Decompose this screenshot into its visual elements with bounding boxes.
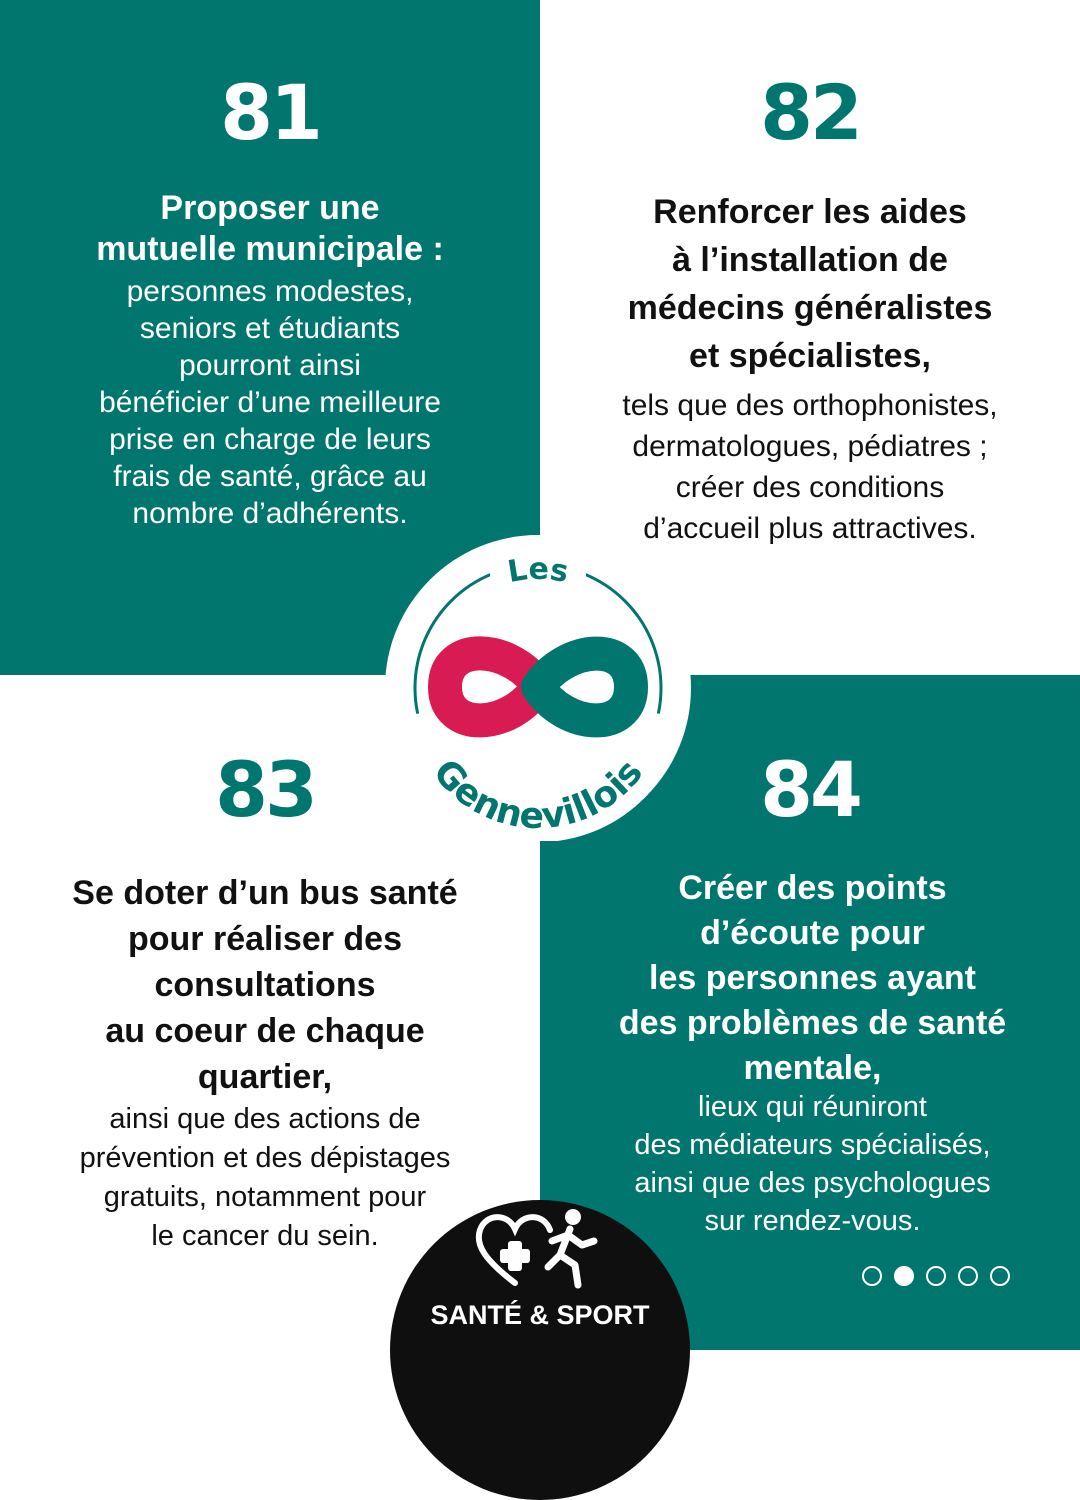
item-83-title: Se doter d’un bus santé pour réaliser des consultations au coeur de chaque quartier, [72, 874, 458, 1096]
item-82-body: tels que des orthophonistes, dermatologues, pédiatres ; créer des conditions d’accueil plus attractives. [622, 389, 998, 545]
item-81-title: Proposer une mutuelle municipale : [96, 189, 444, 268]
item-81-number: 81 [220, 68, 320, 157]
carousel-indicator[interactable] [862, 1266, 1010, 1286]
carousel-dot[interactable] [894, 1266, 914, 1286]
svg-text:Les [505, 552, 571, 590]
carousel-dot[interactable] [926, 1266, 946, 1286]
item-84-body: lieux qui réuniront des médiateurs spécialisés, ainsi que des psychologues sur rendez-vous. [634, 1091, 991, 1237]
heart-runner-icon [470, 1205, 610, 1295]
item-84-number: 84 [760, 745, 860, 834]
item-84-title: Créer des points d’écoute pour les personnes ayant des problèmes de santé mentale, [618, 869, 1007, 1087]
logo-top-text: Les [505, 551, 571, 590]
item-83-body: ainsi que des actions de prévention et des dépistages gratuits, notamment pour le cancer du sein. [79, 1103, 451, 1252]
badge-label: SANTÉ & SPORT [430, 1300, 650, 1330]
item-82-number: 82 [760, 68, 860, 157]
carousel-dot[interactable] [990, 1266, 1010, 1286]
les-gennevillois-logo [385, 535, 691, 841]
carousel-dot[interactable] [862, 1266, 882, 1286]
carousel-dot[interactable] [958, 1266, 978, 1286]
item-83-number: 83 [215, 745, 315, 834]
infinity-icon [445, 653, 631, 720]
item-81-body: personnes modestes, seniors et étudiants pourront ainsi bénéficier d’une meilleure prise en charge de leurs frais de santé, grâce au nombre d’adhérents. [99, 275, 441, 530]
item-82-title: Renforcer les aides à l’installation de médecins généralistes et spécialistes, [627, 193, 993, 375]
logo-bottom-text: Gennevillois [424, 751, 652, 838]
